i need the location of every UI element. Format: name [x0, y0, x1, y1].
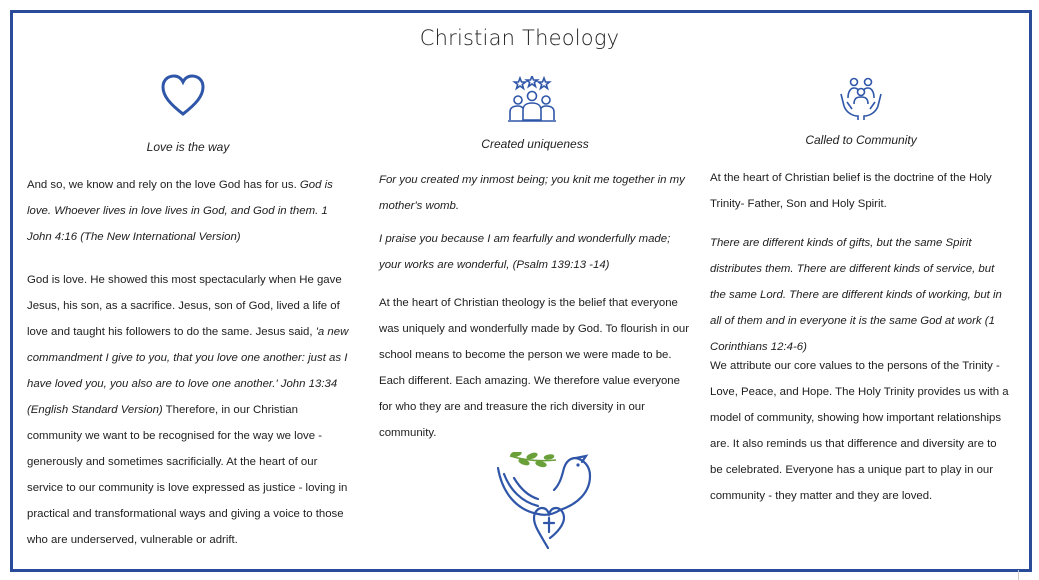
scripture-quote: There are different kinds of gifts, but the same Spirit distributes them. There are different kinds of service, but the same Lord. There are different kinds of working, but in all of them and in everyone it is the same God at work (1 Corinthians 12:4-6) — [710, 237, 1002, 353]
people-stars-icon — [506, 76, 558, 124]
paragraph — [710, 165, 1012, 217]
community-hands-icon — [838, 76, 884, 122]
paragraph-text: God is love. He showed this most spectacularly when He gave Jesus, his son, as a sacrifice. Jesus, son of God, lived a life of love and taught his followers to do the same. Jesus said, — [27, 274, 342, 338]
paragraph — [379, 290, 691, 446]
paragraph — [27, 267, 349, 553]
paragraph — [27, 172, 349, 250]
paragraph-text: At the heart of Christian theology is the belief that everyone was uniquely and wonderfully made by God. To flourish in our school means to become the person we were made to be. Each different. Each amazing. We therefore value everyone for who they are and treasure the rich diversity in our community. — [379, 297, 690, 439]
column-heading: Created uniqueness — [481, 137, 589, 151]
scripture-quote: 'a new commandment I give to you, that you love one another: just as I have loved you, you also are to love one another.' John 13:34 (English Standard Version) — [27, 326, 349, 416]
scrollbar-corner — [1018, 570, 1039, 580]
column-heading: Love is the way — [146, 140, 230, 154]
paragraph-text: We attribute our core values to the persons of the Trinity - Love, Peace, and Hope. The Holy Trinity provides us with a model of community, showing how important relationships are. It also reminds us that difference and diversity are to be celebrated. Everyone has a unique part to play in our community - they matter and they are loved. — [710, 360, 1009, 502]
paragraph — [379, 226, 691, 278]
column-heading: Called to Community — [805, 133, 917, 147]
scripture-quote: For you created my inmost being; you knit me together in my mother's womb. — [379, 174, 685, 212]
dove-heart-cross-logo — [494, 452, 600, 550]
paragraph-text: Therefore, in our Christian community we want to be recognised for the way we love - generously and sometimes sacrificially. At the heart of our service to our community is love expressed as justice - loving in practical and transformational ways and giving a voice to those who are underserved, vulnerable or adrift. — [27, 404, 348, 546]
heart-icon — [160, 74, 206, 118]
page-title: Christian Theology — [419, 26, 620, 50]
paragraph — [379, 167, 691, 219]
paragraph-text: And so, we know and rely on the love God has for us. — [27, 179, 300, 191]
paragraph — [710, 353, 1012, 509]
paragraph-text: At the heart of Christian belief is the doctrine of the Holy Trinity- Father, Son and Holy Spirit. — [710, 172, 992, 210]
scripture-quote: God is love. Whoever lives in love lives in God, and God in them. 1 John 4:16 (The New International Version) — [27, 179, 333, 243]
paragraph — [710, 230, 1012, 360]
scripture-quote: I praise you because I am fearfully and wonderfully made; your works are wonderful, (Psalm 139:13 -14) — [379, 233, 671, 271]
